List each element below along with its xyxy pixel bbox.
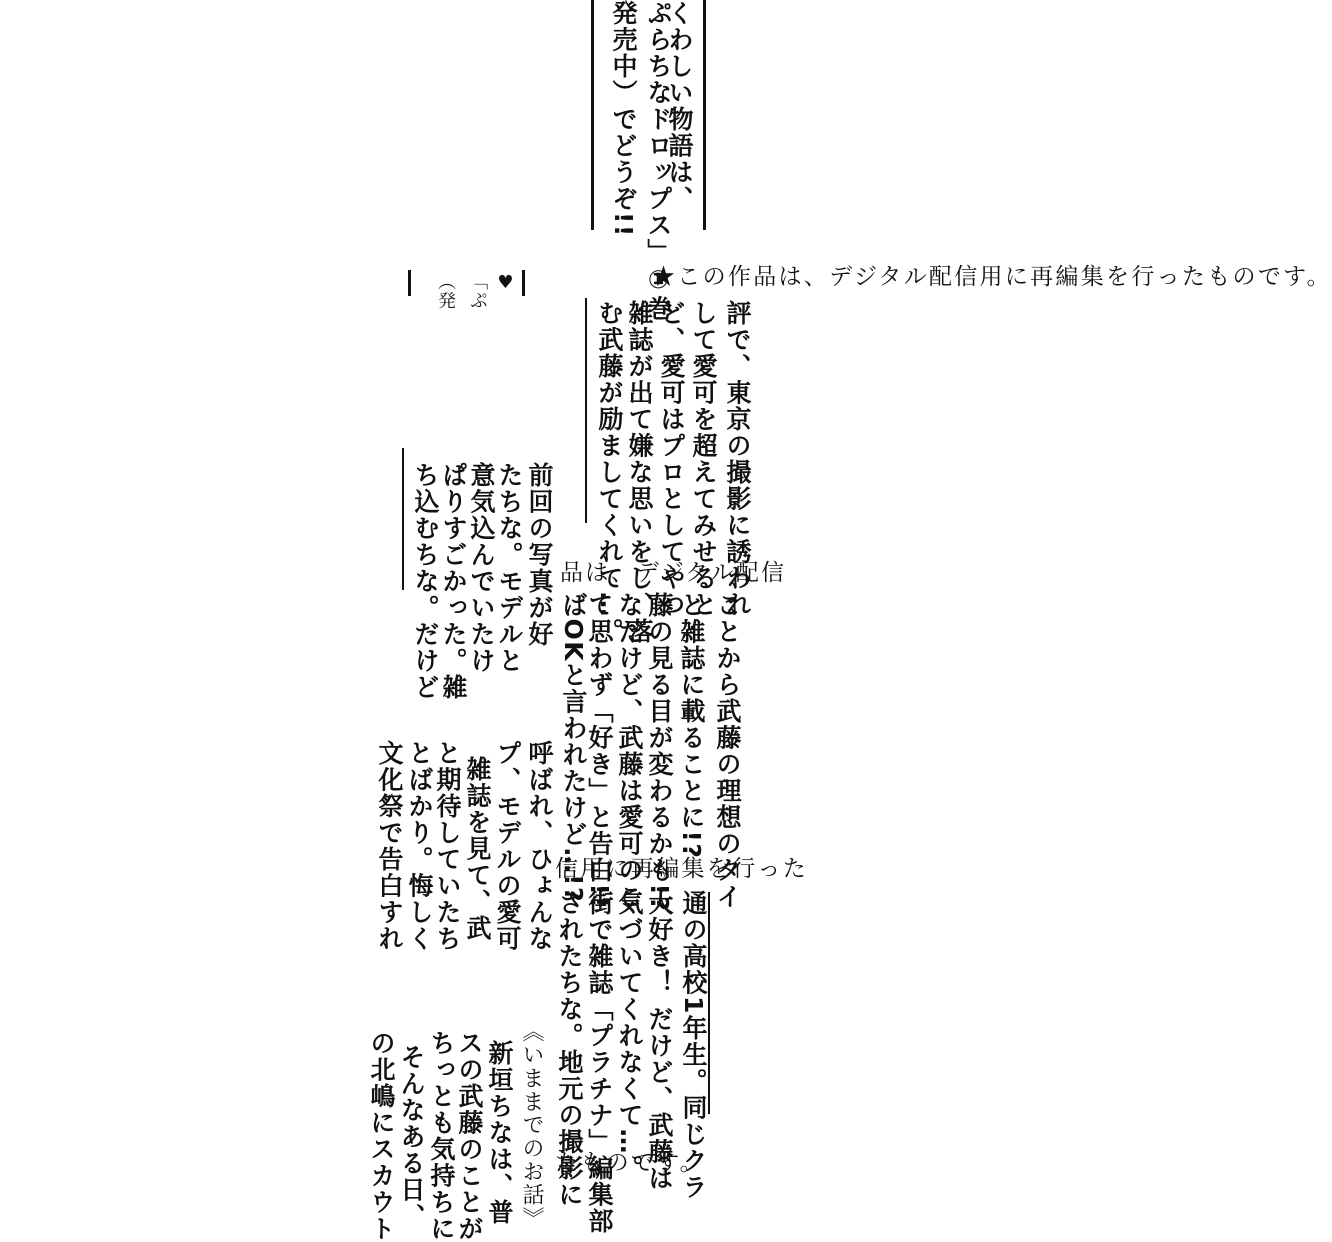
section5-line-5: されたちな。地元の撮影に [555,890,584,1208]
section3-line-6: ばOKと言われたけど…!? [559,592,588,904]
section1-line-5: む武藤が励ましてくれて…。 [595,300,624,645]
section4-line-6: 文化祭で告白すれ [375,740,404,952]
section2-line-5: ち込むちな。だけど [411,462,440,701]
section2-line-3: 意気込んでいたけ [467,462,496,674]
note-rule-left [408,270,411,296]
section2-line-1: 前回の写真が好 [525,462,554,648]
star-note-line: ★この作品は、デジタル配信用に再編集を行ったものです。 [652,264,1332,290]
section3-line-1: ことから武藤の理想のタイ [713,592,742,910]
note-fragment-hatsu: （発 [435,272,456,311]
section2-line-2: たちな。モデルと [495,462,524,674]
star-note-line-2: 品は、デジタル配信 [560,560,787,586]
section6-heading: 《いままでのお話》 [519,1020,544,1230]
section4-line-3: 雑誌を見て、武 [463,756,492,942]
note-fragment-pu: 「ぷ [467,272,488,311]
top-line-2: ぷらちなドロップス」①巻 [644,0,673,322]
section6-line-5: の北嶋にスカウト [367,1030,396,1242]
section5-line-2: 大好き！ だけど、武藤は [645,890,674,1192]
section3-line-3: 藤の見る目が変わるかも!? [645,592,674,913]
section5-line-1: 通の高校1年生。同じクラ [679,890,708,1201]
section1-line-2: して愛可を超えてみせると [689,300,718,618]
section6-line-1: 新垣ちなは、普 [485,1040,514,1226]
star-note-line-4: たものです。 [555,1150,705,1176]
section5-line-4: 街で雑誌「プラチナ」編集部 [585,890,614,1235]
note-rule-right [522,270,525,296]
section1-line-3: ど、愛可はプロとしてやつ [657,300,686,618]
section5-line-3: 気づいてくれなくて…。 [615,890,644,1182]
section1-rule [585,298,587,523]
top-line-3: 発売中）でどうぞ!! [609,0,638,238]
top-line-1: くわしい物語は、 [665,0,694,212]
section4-line-1: 呼ばれ、ひょんな [525,740,554,952]
section4-line-4: と期待していたち [433,740,462,952]
section6-line-2: スの武藤のことが [455,1030,484,1242]
note-fragment-heart: ♥ [495,272,516,295]
section3-line-2: と雑誌に載ることに!? [677,592,706,860]
star-note-line-3: 信用に再編集を行った [555,856,808,882]
top-frame-right-rule [703,0,706,230]
top-frame-left-rule [591,0,594,230]
section3-line-4: なだけど、武藤は愛可のこ [615,592,644,910]
section5-rule [708,892,710,1114]
section4-line-2: プ、モデルの愛可 [493,740,522,952]
section4-line-5: とばかり。悔しく [405,740,434,952]
section1-line-4: 雑誌が出て嫌な思いをし、落 [625,300,654,645]
section6-line-4: そんなある日、 [397,1044,426,1230]
section1-line-1: 評で、東京の撮影に誘われ [723,300,752,618]
section2-line-4: ぱりすごかった。雑 [439,462,468,701]
section2-rule [402,448,404,590]
section3-line-5: て思わず「好き」と告白!! [585,592,614,910]
section6-line-3: ちっとも気持ちに [427,1030,456,1242]
